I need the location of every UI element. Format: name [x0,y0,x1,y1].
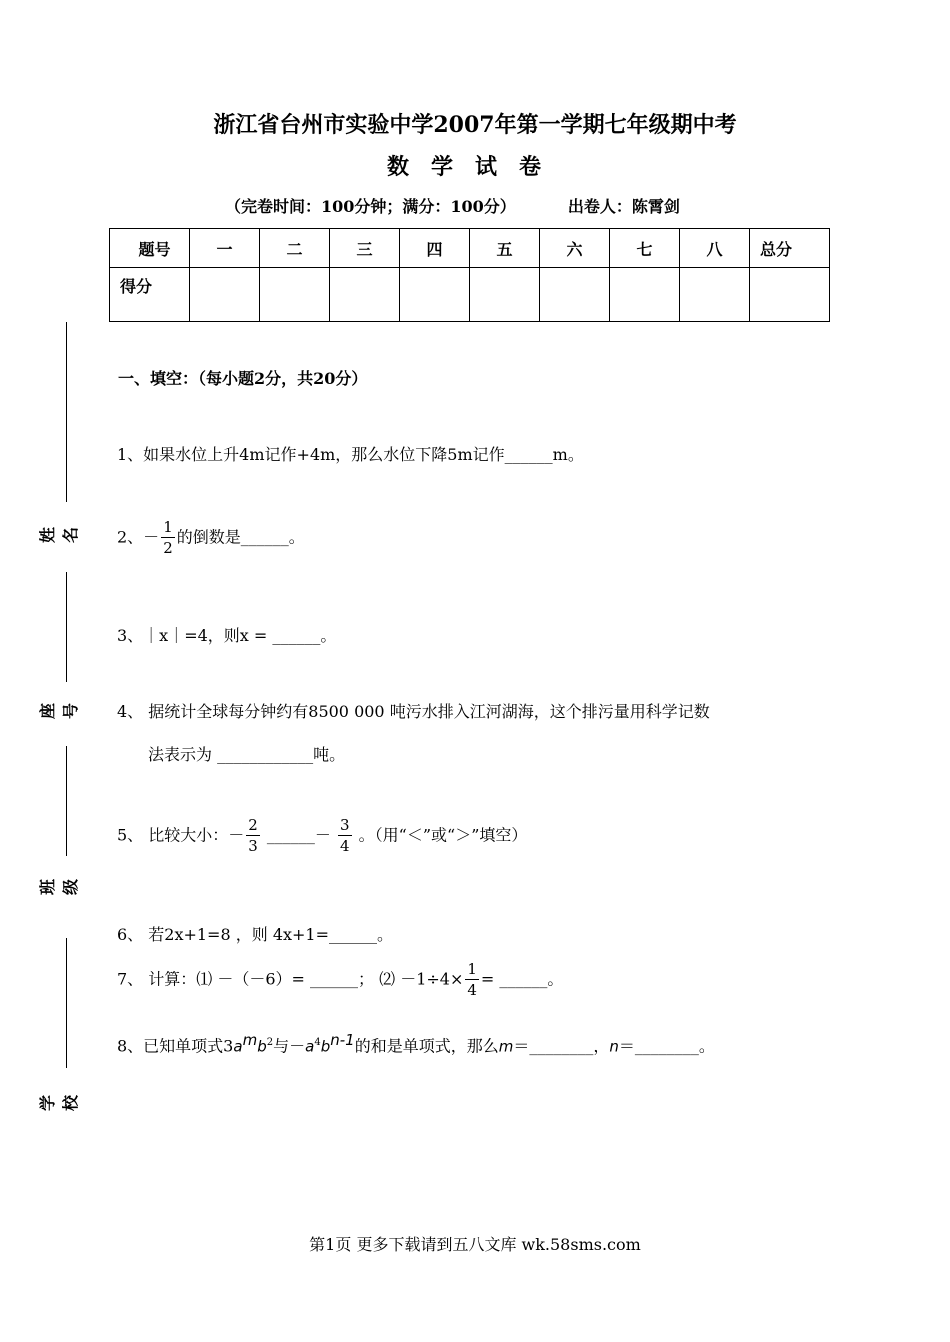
q8-middle: 与－ [273,1036,306,1056]
q5-denominator-1: 3 [248,837,258,855]
q5-suffix: 。（用“＜”或“＞”填空） [353,825,528,845]
page-footer: 第1页 更多下载请到五八文库 wk.58sms.com [309,1235,641,1254]
question-2 [117,520,305,556]
q8-var-a: a [233,1037,243,1056]
q8-var-a2: a [305,1037,315,1056]
q8-var-b: b [257,1037,267,1056]
q8-eq-1: ＝________， [513,1036,610,1056]
q7-fraction [465,962,479,998]
binding-line-seat [66,572,67,682]
score-table-score-row [110,268,830,322]
q8-eq-2: ＝________。 [618,1036,715,1056]
score-cell[interactable] [540,268,610,322]
q8-suffix-1: 的和是单项式，那么 [354,1036,499,1056]
q7-denominator: 4 [467,981,477,999]
q2-fraction [161,520,175,556]
q5-middle: ______－ [261,825,337,845]
q7-numerator: 1 [467,960,477,978]
q7-prefix: 7、 计算：⑴ －（－6）= ______； ⑵ －1÷4× [117,969,464,989]
exam-time-info: （完卷时间：100分钟；满分：100分） [225,197,516,216]
score-cell[interactable] [330,268,400,322]
question-3: 3、｜x｜=4，则x = ______。 [117,626,337,645]
q5-numerator-1: 2 [248,816,258,834]
score-cell[interactable] [680,268,750,322]
q8-exp-n-1: n-1 [330,1031,355,1049]
score-header-cell: 七 [610,229,680,268]
score-table-header-row [110,229,830,268]
score-header-cell: 三 [330,229,400,268]
q8-var-n: n [609,1037,619,1056]
binding-label-seat: 座号 [38,703,80,720]
score-header-cell: 二 [260,229,330,268]
q2-prefix: 2、－ [117,527,160,547]
score-header-cell: 五 [470,229,540,268]
score-header-cell: 题号 [110,229,190,268]
exam-author: 出卷人：陈霄剑 [567,197,680,216]
q8-exp-m: m [242,1031,258,1049]
q5-numerator-2: 3 [340,816,350,834]
section-1-title: 一、填空：（每小题2分，共20分） [118,369,368,388]
q5-fraction-1 [246,818,260,854]
q5-fraction-2 [338,818,352,854]
question-6: 6、 若2x+1=8 ，则 4x+1=______。 [117,925,394,944]
binding-line-school [66,938,67,1068]
q8-exp-4: 4 [314,1037,321,1048]
q5-denominator-2: 4 [340,837,350,855]
score-row-label: 得分 [110,268,190,322]
q2-numerator: 1 [163,518,173,536]
q2-suffix: 的倒数是______。 [176,527,305,547]
binding-label-class: 班级 [38,879,80,896]
exam-info [225,194,680,217]
question-1: 1、如果水位上升4m记作+4m，那么水位下降5m记作______m。 [117,445,584,464]
q8-exp-2: 2 [266,1037,274,1048]
q5-prefix: 5、 比较大小：－ [117,825,245,845]
binding-line-name [66,322,67,502]
binding-label-school: 学校 [38,1095,80,1112]
binding-line-class [66,746,67,856]
score-cell[interactable] [190,268,260,322]
question-8 [117,1031,715,1056]
score-cell[interactable] [750,268,830,322]
score-table [109,228,830,322]
q7-suffix: = ______。 [480,969,564,989]
question-7 [117,962,563,998]
score-cell[interactable] [610,268,680,322]
score-header-cell: 六 [540,229,610,268]
q2-denominator: 2 [163,539,173,557]
question-4-line-2: 法表示为 ____________吨。 [148,745,346,764]
q8-prefix: 8、已知单项式3 [117,1036,234,1056]
exam-title: 浙江省台州市实验中学2007年第一学期七年级期中考 [213,112,737,138]
score-cell[interactable] [260,268,330,322]
exam-subtitle: 数学试卷 [386,154,563,180]
q8-var-m: m [498,1037,514,1056]
question-5 [117,818,527,854]
score-header-cell: 四 [400,229,470,268]
score-header-cell: 八 [680,229,750,268]
binding-label-name: 姓名 [38,527,80,544]
score-cell[interactable] [400,268,470,322]
q8-var-b2: b [320,1037,331,1056]
score-header-cell: 一 [190,229,260,268]
score-header-cell: 总分 [750,229,830,268]
score-cell[interactable] [470,268,540,322]
question-4-line-1: 4、 据统计全球每分钟约有8500 000 吨污水排入江河湖海，这个排污量用科学记数 [117,702,710,721]
